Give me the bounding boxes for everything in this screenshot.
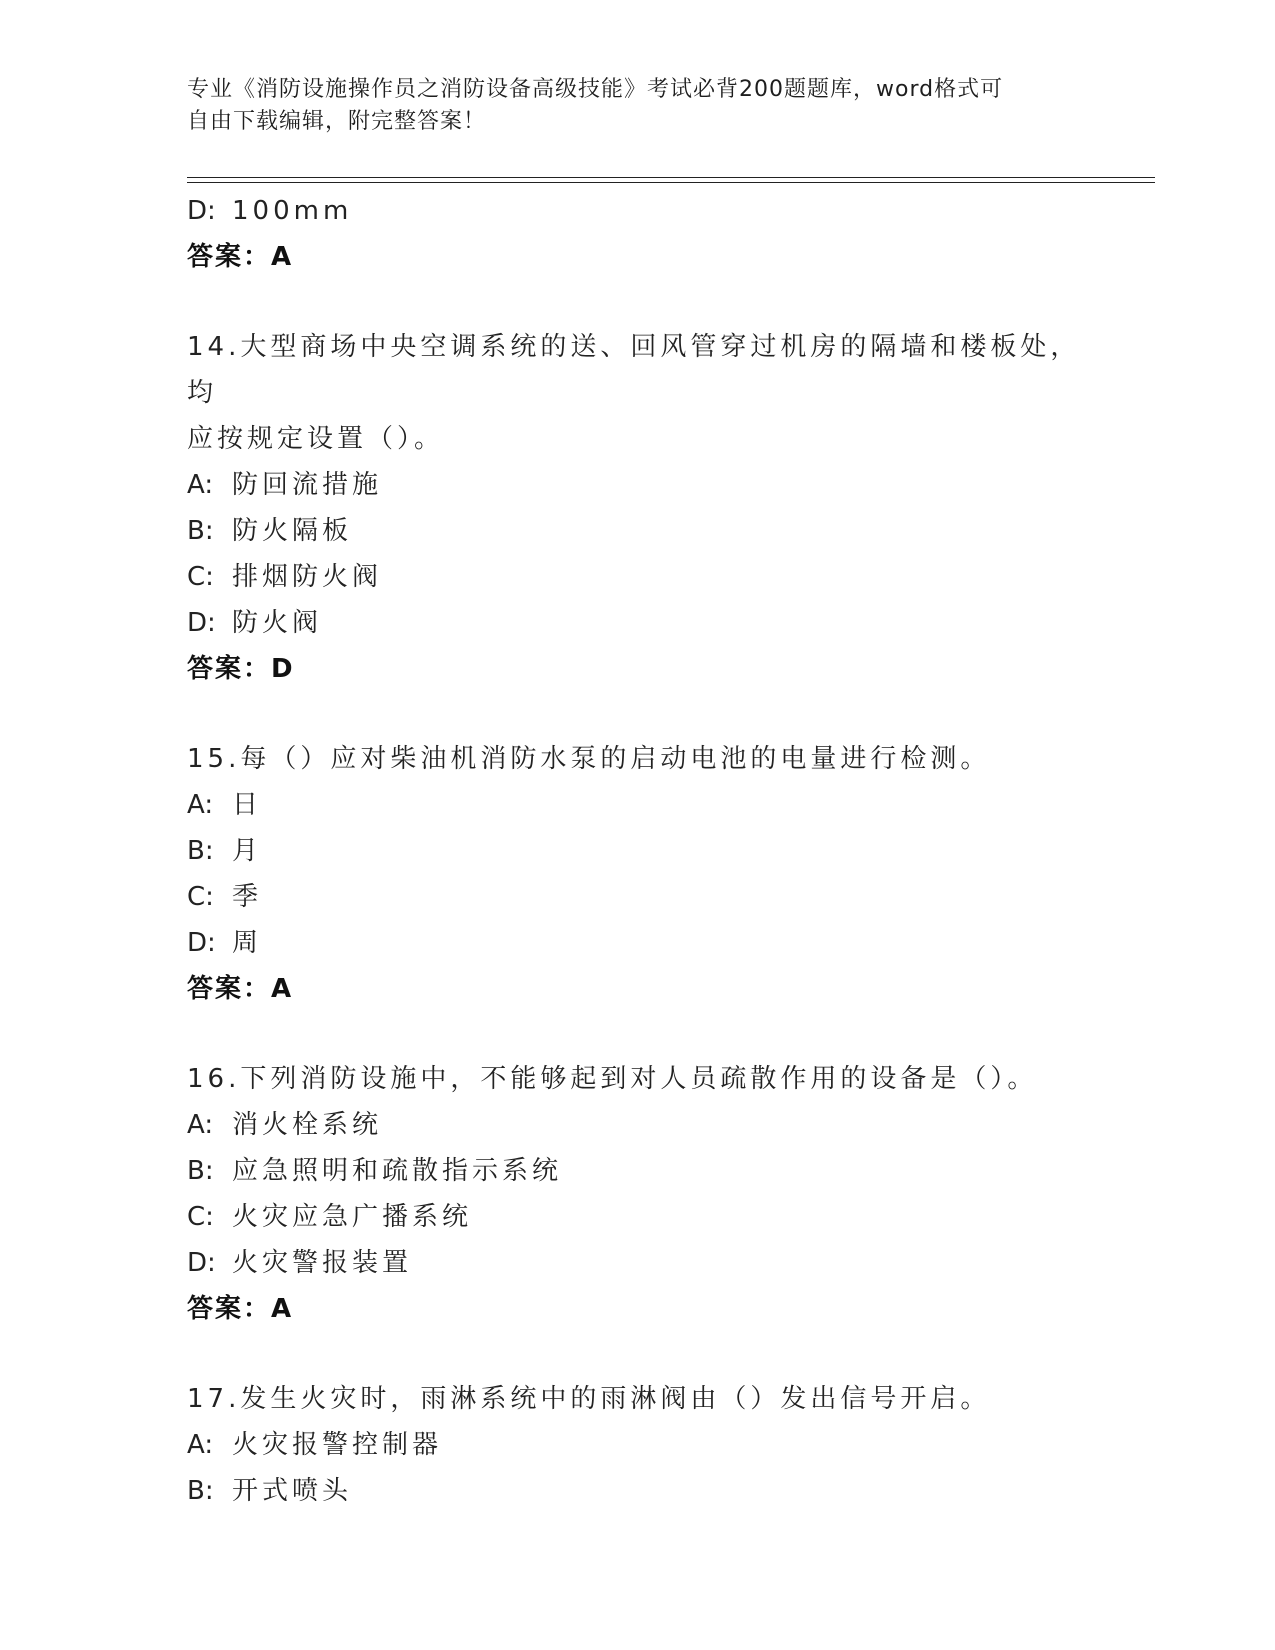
question-14 <box>187 324 1087 692</box>
header-line-1: 专业《消防设施操作员之消防设备高级技能》考试必背200题题库，word格式可 <box>187 77 1004 102</box>
option-label: C: <box>187 882 214 912</box>
option-b <box>187 828 1087 874</box>
option-text: 周 <box>232 928 263 958</box>
option-d <box>187 1240 1087 1286</box>
option-d <box>187 600 1087 646</box>
option-label: A: <box>187 470 214 500</box>
question-text-line-1: 15.每（）应对柴油机消防水泵的启动电池的电量进行检测。 <box>187 744 991 774</box>
option-b <box>187 508 1087 554</box>
option-text: 消火栓系统 <box>232 1110 383 1140</box>
option-text: 100mm <box>232 196 353 226</box>
question-16 <box>187 1056 1087 1332</box>
option-text: 火灾警报装置 <box>232 1248 413 1278</box>
option-text: 防火阀 <box>232 608 323 638</box>
option-a <box>187 782 1087 828</box>
option-label: A: <box>187 1110 214 1140</box>
question-list <box>187 188 1087 1514</box>
option-d <box>187 188 1087 234</box>
option-text: 防回流措施 <box>232 470 383 500</box>
option-text: 排烟防火阀 <box>232 562 383 592</box>
header-rule-bottom <box>187 182 1155 183</box>
option-label: B: <box>187 836 214 866</box>
question-text-line-1: 16.下列消防设施中，不能够起到对人员疏散作用的设备是（）。 <box>187 1064 1038 1094</box>
option-d <box>187 920 1087 966</box>
answer-line: 答案：D <box>187 654 295 684</box>
document-header <box>187 74 1087 138</box>
previous-question-tail <box>187 188 1087 280</box>
option-label: C: <box>187 1202 214 1232</box>
question-15 <box>187 736 1087 1012</box>
option-b <box>187 1148 1087 1194</box>
option-label: D: <box>187 1248 216 1278</box>
option-label: B: <box>187 516 214 546</box>
option-text: 日 <box>232 790 263 820</box>
option-label: B: <box>187 1476 214 1506</box>
option-a <box>187 1102 1087 1148</box>
header-line-2: 自由下载编辑，附完整答案！ <box>187 109 487 134</box>
option-b <box>187 1468 1087 1514</box>
answer-line: 答案：A <box>187 242 294 272</box>
answer-line: 答案：A <box>187 1294 294 1324</box>
question-17 <box>187 1376 1087 1514</box>
option-text: 月 <box>232 836 263 866</box>
option-label: D: <box>187 928 216 958</box>
header-rule-top <box>187 177 1155 178</box>
option-a <box>187 462 1087 508</box>
option-label: A: <box>187 1430 214 1460</box>
question-text-line-2: 应按规定设置（）。 <box>187 424 445 454</box>
option-c <box>187 1194 1087 1240</box>
question-text-line-1: 14.大型商场中央空调系统的送、回风管穿过机房的隔墙和楼板处，均 <box>187 332 1081 408</box>
option-a <box>187 1422 1087 1468</box>
answer-line: 答案：A <box>187 974 294 1004</box>
option-label: A: <box>187 790 214 820</box>
option-c <box>187 554 1087 600</box>
question-text-line-1: 17.发生火灾时，雨淋系统中的雨淋阀由（）发出信号开启。 <box>187 1384 991 1414</box>
option-label: C: <box>187 562 214 592</box>
option-text: 应急照明和疏散指示系统 <box>232 1156 563 1186</box>
option-text: 季 <box>232 882 263 912</box>
option-c <box>187 874 1087 920</box>
option-label: D: <box>187 608 216 638</box>
option-text: 火灾应急广播系统 <box>232 1202 473 1232</box>
option-text: 防火隔板 <box>232 516 353 546</box>
option-label: B: <box>187 1156 214 1186</box>
option-text: 火灾报警控制器 <box>232 1430 443 1460</box>
option-label: D: <box>187 196 216 226</box>
option-text: 开式喷头 <box>232 1476 353 1506</box>
